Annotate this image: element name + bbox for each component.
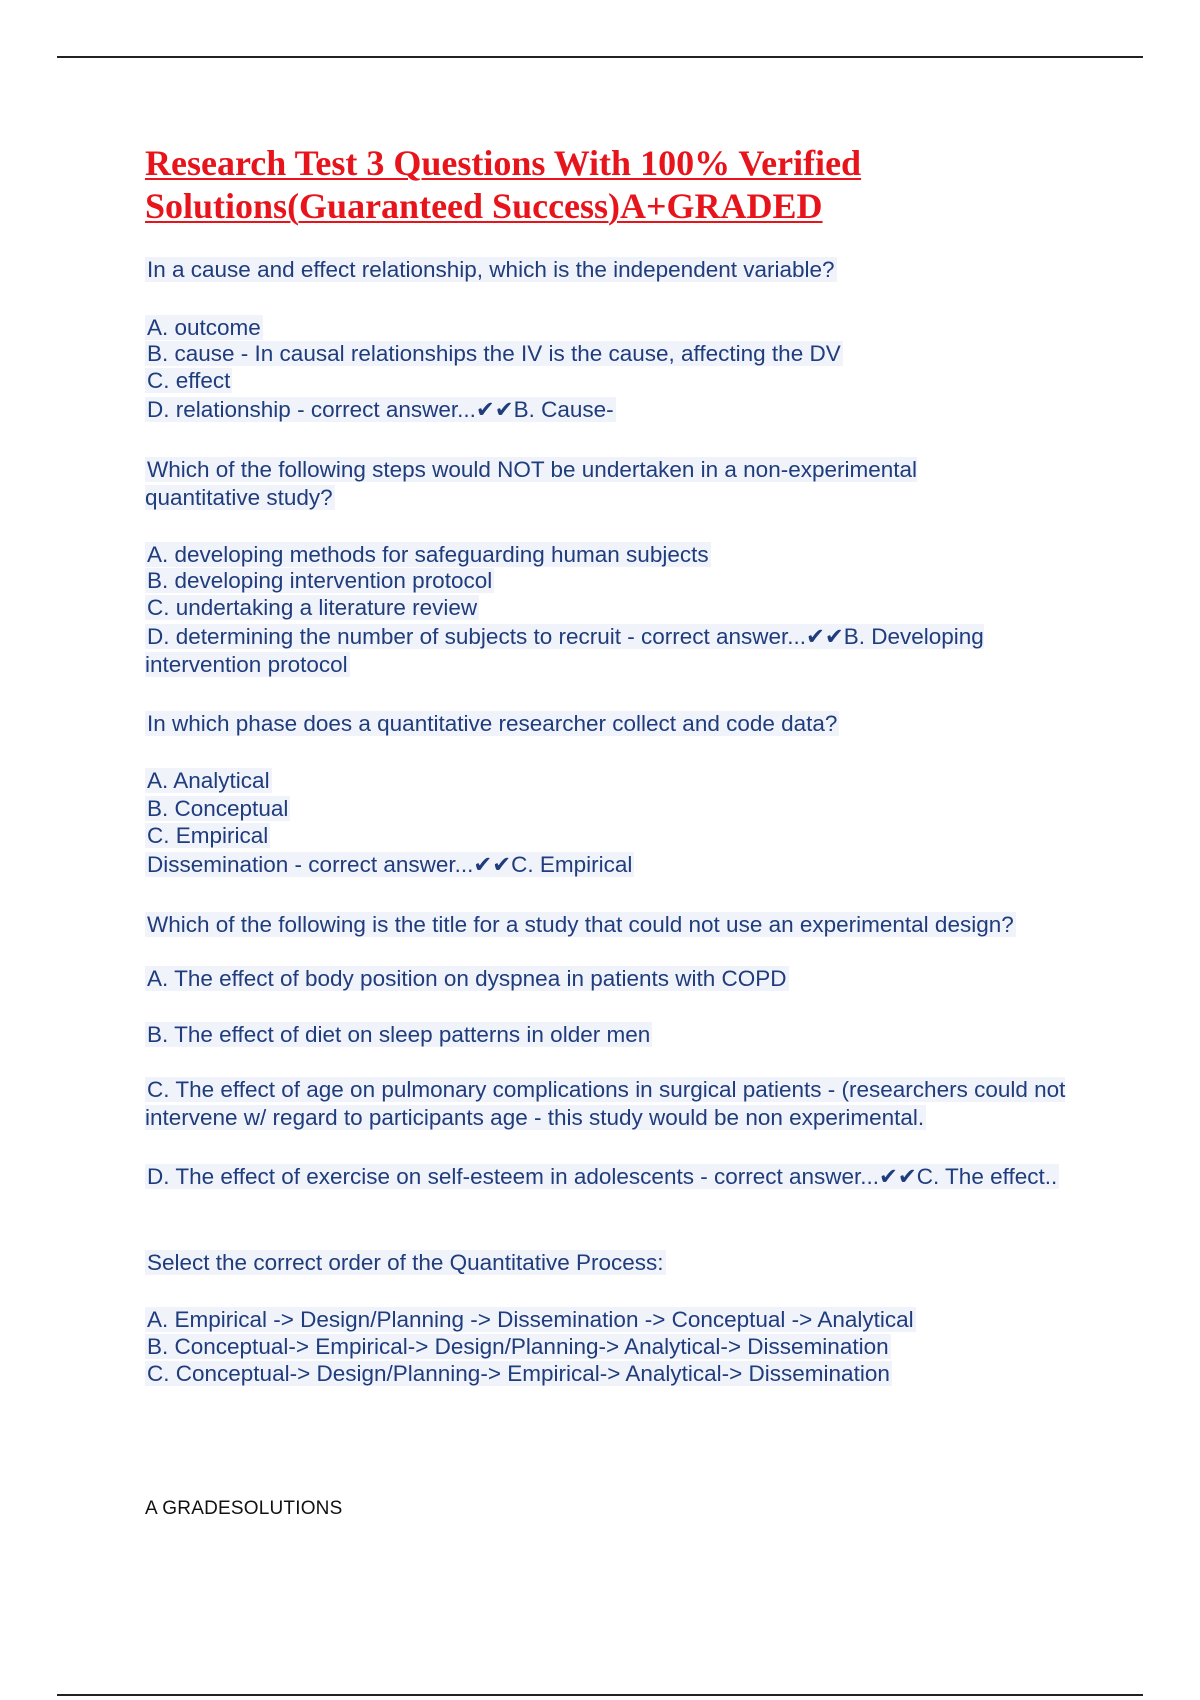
option-text: A. outcome [147,315,261,340]
option-text: B. Conceptual [147,796,289,821]
question-3-options [145,767,1105,879]
option-text: B. Conceptual-> Empirical-> Design/Planning-> Analytical-> Dissemination [147,1334,889,1359]
document-title [145,142,945,228]
question-4-prompt: Which of the following is the title for a study that could not use an experimental design? [147,912,1014,937]
option-text: A. developing methods for safeguarding human subjects [147,542,709,567]
option-text: B. cause - In causal relationships the IV is the cause, affecting the DV [147,341,841,366]
question-4-option-a: A. The effect of body position on dyspnea in patients with COPD [147,966,787,991]
option-text: C. undertaking a literature review [147,595,478,620]
title-line-1: Research Test 3 Questions With 100% Verified [145,143,862,183]
title-line-2: Solutions(Guaranteed Success)A+GRADED [145,186,823,226]
option-text: B. developing intervention protocol [147,568,493,593]
option-answer: D. relationship - correct answer...✔✔B. Cause- [147,397,614,422]
question-5-options [145,1306,1105,1388]
option-text: C. Empirical [147,823,269,848]
question-5-prompt: Select the correct order of the Quantitative Process: [147,1250,664,1275]
bottom-rule [57,1694,1143,1696]
question-4-option-b: B. The effect of diet on sleep patterns in older men [147,1022,651,1047]
question-4-option-d: D. The effect of exercise on self-esteem in adolescents - correct answer...✔✔C. The effect.. [147,1164,1058,1189]
question-2-prompt: Which of the following steps would NOT be undertaken in a non-experimental quantitative study? [145,457,918,510]
option-text: C. Conceptual-> Design/Planning-> Empirical-> Analytical-> Dissemination [147,1361,890,1386]
option-text: A. Analytical [147,768,270,793]
option-answer: Dissemination - correct answer...✔✔C. Empirical [147,852,633,877]
option-text: C. effect [147,368,231,393]
question-1-prompt: In a cause and effect relationship, which is the independent variable? [147,257,835,282]
top-rule [57,56,1143,58]
question-4-option-c: C. The effect of age on pulmonary complications in surgical patients - (researchers could not intervene w/ regard to participants age - this study would be non experimental. [145,1077,1066,1130]
question-3-prompt: In which phase does a quantitative researcher collect and code data? [147,711,838,736]
footer-brand: A GRADESOLUTIONS [145,1498,343,1519]
option-text: A. Empirical -> Design/Planning -> Dissemination -> Conceptual -> Analytical [147,1307,914,1332]
question-2-options [145,541,1075,679]
option-answer: D. determining the number of subjects to recruit - correct answer...✔✔B. Developing intervention protocol [145,624,984,677]
question-1-options [145,314,1105,424]
